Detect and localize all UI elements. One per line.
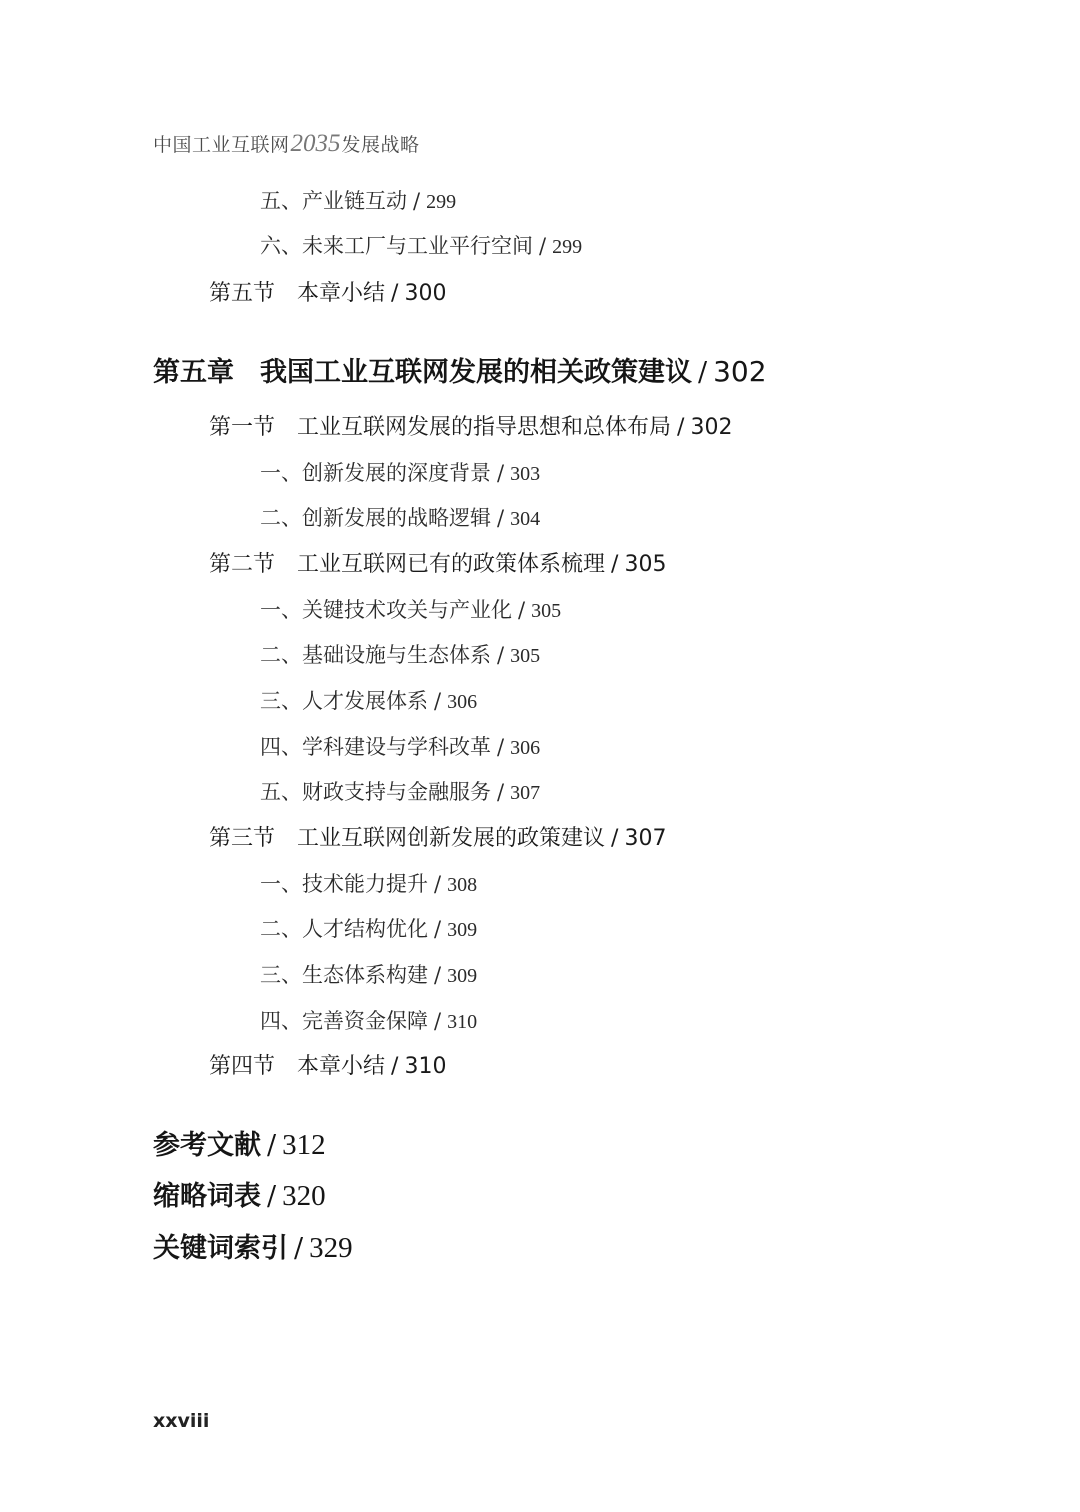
toc-back-matter-abbreviations[interactable] xyxy=(153,1182,326,1211)
toc-item-label: 一、关键技术攻关与产业化 xyxy=(260,598,512,622)
toc-separator: / xyxy=(497,643,505,667)
toc-item-label: 二、基础设施与生态体系 xyxy=(260,643,491,667)
toc-item[interactable] xyxy=(260,600,561,621)
toc-item[interactable] xyxy=(260,919,477,940)
toc-section[interactable] xyxy=(209,554,666,576)
toc-section[interactable] xyxy=(209,1056,446,1078)
page-folio: xxviii xyxy=(153,1410,210,1432)
toc-item[interactable] xyxy=(260,782,540,803)
toc-section-title: 工业互联网已有的政策体系梳理 xyxy=(297,552,606,577)
toc-section[interactable] xyxy=(209,828,666,850)
toc-page-number: 309 xyxy=(447,965,478,987)
toc-item[interactable] xyxy=(260,463,540,484)
toc-page-number: 308 xyxy=(447,874,478,896)
toc-section[interactable] xyxy=(209,283,446,305)
toc-separator: / xyxy=(413,189,421,213)
toc-section-title: 本章小结 xyxy=(297,281,386,306)
toc-item-label: 四、完善资金保障 xyxy=(260,1009,428,1033)
toc-page-number: 309 xyxy=(447,919,478,941)
toc-item[interactable] xyxy=(260,1011,477,1032)
toc-separator: / xyxy=(434,917,442,941)
toc-separator: / xyxy=(294,1233,304,1264)
toc-page-number: 320 xyxy=(282,1180,326,1212)
toc-page-number: 302 xyxy=(713,355,767,388)
toc-back-matter-title: 参考文献 xyxy=(153,1130,261,1161)
toc-page-number: 310 xyxy=(447,1011,478,1033)
toc-page-number: 305 xyxy=(624,552,667,577)
toc-item-label: 一、创新发展的深度背景 xyxy=(260,461,491,485)
toc-section-title: 本章小结 xyxy=(297,1054,386,1079)
toc-page-number: 306 xyxy=(447,691,478,713)
toc-item[interactable] xyxy=(260,874,477,895)
toc-item-label: 三、人才发展体系 xyxy=(260,689,428,713)
toc-item-label: 二、人才结构优化 xyxy=(260,917,428,941)
toc-item-label: 六、未来工厂与工业平行空间 xyxy=(260,234,533,258)
toc-separator: / xyxy=(677,415,685,440)
toc-separator: / xyxy=(497,461,505,485)
toc-item[interactable] xyxy=(260,737,540,758)
toc-section-number: 第三节 xyxy=(209,826,276,851)
toc-section-number: 第二节 xyxy=(209,552,276,577)
running-header xyxy=(153,130,420,158)
toc-separator: / xyxy=(611,552,619,577)
toc-page-number: 307 xyxy=(624,826,667,851)
toc-back-matter-title: 关键词索引 xyxy=(153,1233,288,1264)
toc-page-number: 329 xyxy=(309,1232,353,1264)
toc-item-label: 四、学科建设与学科改革 xyxy=(260,735,491,759)
toc-separator: / xyxy=(518,598,526,622)
toc-section-number: 第一节 xyxy=(209,415,276,440)
toc-separator: / xyxy=(434,1009,442,1033)
toc-item-label: 五、财政支持与金融服务 xyxy=(260,780,491,804)
toc-item[interactable] xyxy=(260,691,477,712)
toc-page-number: 312 xyxy=(282,1129,326,1161)
toc-page-number: 299 xyxy=(426,191,457,213)
toc-chapter-number: 第五章 xyxy=(153,357,234,388)
toc-separator: / xyxy=(611,826,619,851)
toc-page-number: 305 xyxy=(510,645,541,667)
toc-page-number: 310 xyxy=(404,1054,447,1079)
toc-page-number: 307 xyxy=(510,782,541,804)
toc-separator: / xyxy=(698,357,708,388)
toc-item[interactable] xyxy=(260,645,540,666)
running-header-prefix: 中国工业互联网 xyxy=(153,134,290,156)
toc-separator: / xyxy=(539,234,547,258)
toc-item[interactable] xyxy=(260,191,456,212)
toc-separator: / xyxy=(497,780,505,804)
toc-page-number: 306 xyxy=(510,737,541,759)
toc-separator: / xyxy=(391,281,399,306)
running-header-year: 2035 xyxy=(290,130,341,157)
toc-page-number: 299 xyxy=(552,236,583,258)
toc-section-number: 第五节 xyxy=(209,281,276,306)
toc-item[interactable] xyxy=(260,508,540,529)
toc-back-matter-title: 缩略词表 xyxy=(153,1181,261,1212)
toc-chapter-title: 我国工业互联网发展的相关政策建议 xyxy=(260,357,692,388)
toc-separator: / xyxy=(497,506,505,530)
toc-item[interactable] xyxy=(260,236,582,257)
toc-separator: / xyxy=(267,1181,277,1212)
toc-back-matter-references[interactable] xyxy=(153,1131,326,1160)
toc-section-title: 工业互联网发展的指导思想和总体布局 xyxy=(297,415,672,440)
toc-section-title: 工业互联网创新发展的政策建议 xyxy=(297,826,606,851)
toc-page-number: 300 xyxy=(404,281,447,306)
toc-item[interactable] xyxy=(260,965,477,986)
running-header-suffix: 发展战略 xyxy=(341,134,420,156)
toc-item-label: 三、生态体系构建 xyxy=(260,963,428,987)
toc-separator: / xyxy=(434,963,442,987)
toc-section-number: 第四节 xyxy=(209,1054,276,1079)
toc-separator: / xyxy=(434,689,442,713)
toc-item-label: 二、创新发展的战略逻辑 xyxy=(260,506,491,530)
toc-page-number: 302 xyxy=(690,415,733,440)
toc-separator: / xyxy=(497,735,505,759)
toc-chapter[interactable] xyxy=(153,355,767,388)
toc-item-label: 五、产业链互动 xyxy=(260,189,407,213)
toc-item-label: 一、技术能力提升 xyxy=(260,872,428,896)
toc-separator: / xyxy=(391,1054,399,1079)
toc-separator: / xyxy=(434,872,442,896)
toc-page-number: 303 xyxy=(510,463,541,485)
toc-separator: / xyxy=(267,1130,277,1161)
toc-section[interactable] xyxy=(209,417,732,439)
toc-page-number: 305 xyxy=(531,600,562,622)
toc-back-matter-keyword-index[interactable] xyxy=(153,1234,353,1263)
toc-page-number: 304 xyxy=(510,508,541,530)
